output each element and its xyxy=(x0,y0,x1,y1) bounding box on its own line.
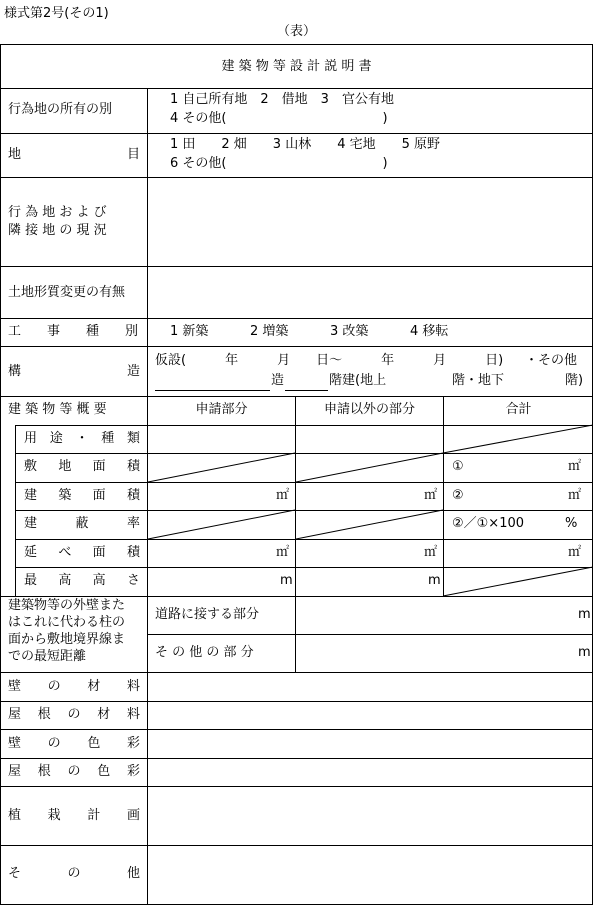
structure-floors-above: 階建(地上 xyxy=(329,373,387,388)
building-area-unit-applied: ㎡ xyxy=(276,488,290,503)
ownership-options-line1: 1 自己所有地 2 借地 3 官公有地 xyxy=(170,92,394,107)
work-type-option-4: 4 移転 xyxy=(410,324,449,339)
coverage-ratio-unit: % xyxy=(565,516,578,531)
distance-road-unit: m xyxy=(578,607,591,622)
roof-material-label: 屋 根 の 材 料 xyxy=(8,707,140,722)
wall-material-label: 壁 の 材 料 xyxy=(8,679,140,694)
coverage-ratio-formula: ②／①×100 xyxy=(452,516,525,531)
distance-other-unit: m xyxy=(578,645,591,660)
land-category-options-line1: 1 田 2 畑 3 山林 4 宅地 5 原野 xyxy=(170,137,441,152)
ownership-label: 行為地の所有の別 xyxy=(8,102,113,117)
col-total: 合計 xyxy=(505,402,532,417)
work-type-option-3: 3 改築 xyxy=(330,324,369,339)
distance-other-label: そ の 他 の 部 分 xyxy=(155,645,254,660)
max-height-unit-applied: m xyxy=(280,573,293,588)
site-area-total-marker: ① xyxy=(452,459,464,474)
structure-other: ・その他 xyxy=(525,353,578,368)
building-area-total-unit: ㎡ xyxy=(568,488,582,503)
item-coverage-ratio-label: 建 蔽 率 xyxy=(24,516,140,531)
distance-road-label: 道路に接する部分 xyxy=(155,607,260,622)
building-area-unit-other: ㎡ xyxy=(424,488,438,503)
structure-floors-close: 階) xyxy=(565,373,584,388)
site-area-total-unit: ㎡ xyxy=(568,459,582,474)
planting-plan-label: 植 栽 計 画 xyxy=(8,808,140,823)
structure-temporary-period: 仮設( 年 月 日～ 年 月 日) xyxy=(155,353,504,368)
col-other: 申請以外の部分 xyxy=(323,402,415,417)
overview-label: 建 築 物 等 概 要 xyxy=(8,402,107,417)
col-applied: 申請部分 xyxy=(195,402,248,417)
site-condition-label-1: 行 為 地 お よ び xyxy=(8,205,107,220)
work-type-option-2: 2 増築 xyxy=(250,324,289,339)
item-building-area-label: 建 築 面 積 xyxy=(24,488,140,503)
structure-label-right: 造 xyxy=(127,364,141,379)
site-condition-label-2: 隣 接 地 の 現 況 xyxy=(8,223,107,238)
land-category-label-left: 地 xyxy=(8,147,22,162)
structure-floors-below: 階・地下 xyxy=(452,373,505,388)
roof-color-label: 屋 根 の 色 彩 xyxy=(8,764,140,779)
document-title: 建 築 物 等 設 計 説 明 書 xyxy=(221,59,372,74)
wall-color-label: 壁 の 色 彩 xyxy=(8,736,140,751)
max-height-unit-other: m xyxy=(428,573,441,588)
structure-type: 造 xyxy=(271,373,285,388)
floor-area-unit-other: ㎡ xyxy=(424,545,438,560)
floor-area-unit-applied: ㎡ xyxy=(276,545,290,560)
work-type-label: 工 事 種 別 xyxy=(8,324,138,339)
building-area-total-marker: ② xyxy=(452,488,464,503)
land-change-label: 土地形質変更の有無 xyxy=(8,285,126,300)
land-category-label-right: 目 xyxy=(127,147,141,162)
distance-label: 建築物等の外壁また はこれに代わる柱の 面から敷地境界線ま での最短距離 xyxy=(8,598,126,664)
land-category-options-line2: 6 その他( ) xyxy=(170,156,388,171)
item-use-type-label: 用 途 ・ 種 類 xyxy=(24,431,140,446)
item-total-floor-area-label: 延 べ 面 積 xyxy=(24,545,140,560)
others-label: そ の 他 xyxy=(8,866,140,881)
form-id: 様式第2号(その1) xyxy=(4,6,109,21)
item-max-height-label: 最 高 高 さ xyxy=(24,573,140,588)
structure-label-left: 構 xyxy=(8,364,22,379)
side-label: （表） xyxy=(276,24,316,39)
item-site-area-label: 敷 地 面 積 xyxy=(24,459,140,474)
floor-area-total-unit: ㎡ xyxy=(568,545,582,560)
ownership-options-line2: 4 その他( ) xyxy=(170,111,388,126)
work-type-option-1: 1 新築 xyxy=(170,324,209,339)
